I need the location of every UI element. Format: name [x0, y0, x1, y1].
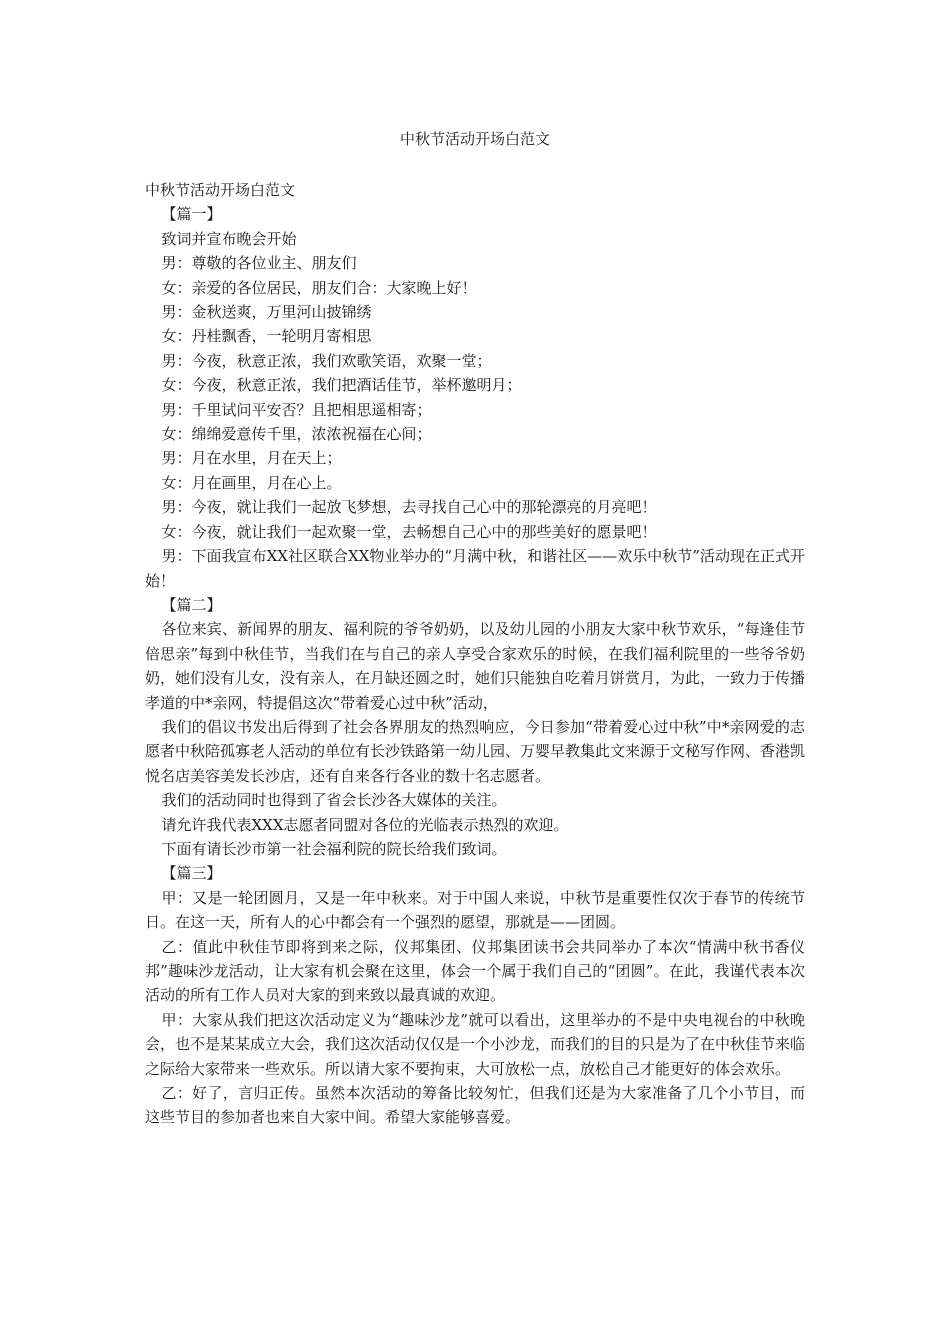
paragraph: 致词并宣布晚会开始 — [161, 229, 297, 248]
paragraph: 男：今夜，就让我们一起放飞梦想，去寻找自己心中的那轮漂亮的月亮吧！ — [161, 498, 657, 517]
paragraph: 女：今夜，就让我们一起欢聚一堂，去畅想自己心中的那些美好的愿景吧！ — [161, 522, 657, 541]
section-heading-one: 【篇一】 — [161, 205, 222, 224]
paragraph: 甲：大家从我们把这次活动定义为“趣味沙龙”就可以看出，这里举办的不是中央电视台的中秋晚会，也不是某某成立大会，我们这次活动仅仅是一个小沙龙，而我们的目的只是为了在中秋佳节来临之际给大家带来一些欢乐。所以请大家不要拘束，大可放松一点，放松自己才能更好的体会欢乐。 — [145, 1010, 806, 1078]
document-subtitle: 中秋节活动开场白范文 — [145, 181, 296, 199]
paragraph: 女：丹桂飘香，一轮明月寄相思 — [161, 327, 372, 346]
paragraph: 乙：好了，言归正传。虽然本次活动的筹备比较匆忙，但我们还是为大家准备了几个小节目，而这些节目的参加者也来自大家中间。希望大家能够喜爱。 — [145, 1084, 805, 1127]
section-heading-three: 【篇三】 — [161, 864, 222, 883]
paragraph: 男：下面我宣布XX社区联合XX物业举办的“月满中秋，和谐社区——欢乐中秋节”活动现在正式开始！ — [145, 547, 805, 590]
paragraph: 女：月在画里，月在心上。 — [161, 473, 342, 492]
paragraph: 女：绵绵爱意传千里，浓浓祝福在心间； — [161, 425, 432, 444]
paragraph: 我们的活动同时也得到了省会长沙各大媒体的关注。 — [161, 791, 507, 810]
paragraph: 请允许我代表XXX志愿者同盟对各位的光临表示热烈的欢迎。 — [161, 815, 569, 834]
paragraph: 男：今夜，秋意正浓，我们欢歌笑语，欢聚一堂； — [161, 351, 492, 370]
section-heading-two: 【篇二】 — [161, 595, 222, 614]
paragraph: 甲：又是一轮团圆月，又是一年中秋来。对于中国人来说，中秋节是重要性仅次于春节的传统节日。在这一天，所有人的心中都会有一个强烈的愿望，那就是——团圆。 — [145, 888, 805, 932]
paragraph: 男：尊敬的各位业主、朋友们 — [161, 254, 357, 273]
paragraph: 男：千里试问平安否？且把相思遥相寄； — [161, 400, 432, 419]
paragraph: 下面有请长沙市第一社会福利院的院长给我们致词。 — [161, 839, 507, 858]
paragraph: 女：亲爱的各位居民，朋友们合：大家晚上好！ — [161, 278, 477, 297]
paragraph: 男：月在水里，月在天上； — [161, 449, 342, 468]
paragraph: 男：金秋送爽，万里河山披锦绣 — [161, 303, 372, 322]
paragraph: 我们的倡议书发出后得到了社会各界朋友的热烈响应，今日参加“带着爱心过中秋”中*亲网爱的志愿者中秋陪孤寡老人活动的单位有长沙铁路第一幼儿园、万婴早教集此文来源于文秘写作网、香港凯悦名店美容美发长沙店，还有自来各行各业的数十名志愿者。 — [145, 717, 806, 785]
paragraph: 女：今夜，秋意正浓，我们把酒话佳节，举杯邀明月； — [161, 376, 522, 395]
document-body — [145, 178, 805, 1130]
page-title: 中秋节活动开场白范文 — [399, 130, 550, 148]
paragraph: 各位来宾、新闻界的朋友、福利院的爷爷奶奶，以及幼儿园的小朋友大家中秋节欢乐，“每逢佳节倍思亲”每到中秋佳节，当我们在与自己的亲人享受合家欢乐的时候，在我们福利院里的一些爷爷奶奶，她们没有儿女，没有亲人，在月缺还圆之时，她们只能独自吃着月饼赏月，为此，一致力于传播孝道的中*亲网，特提倡这次“带着爱心过中秋”活动， — [145, 620, 806, 712]
paragraph: 乙：值此中秋佳节即将到来之际，仪邦集团、仪邦集团读书会共同举办了本次“情满中秋书香仪邦”趣味沙龙活动，让大家有机会聚在这里，体会一个属于我们自己的“团圆”。在此，我谨代表本次活动的所有工作人员对大家的到来致以最真诚的欢迎。 — [145, 937, 805, 1005]
